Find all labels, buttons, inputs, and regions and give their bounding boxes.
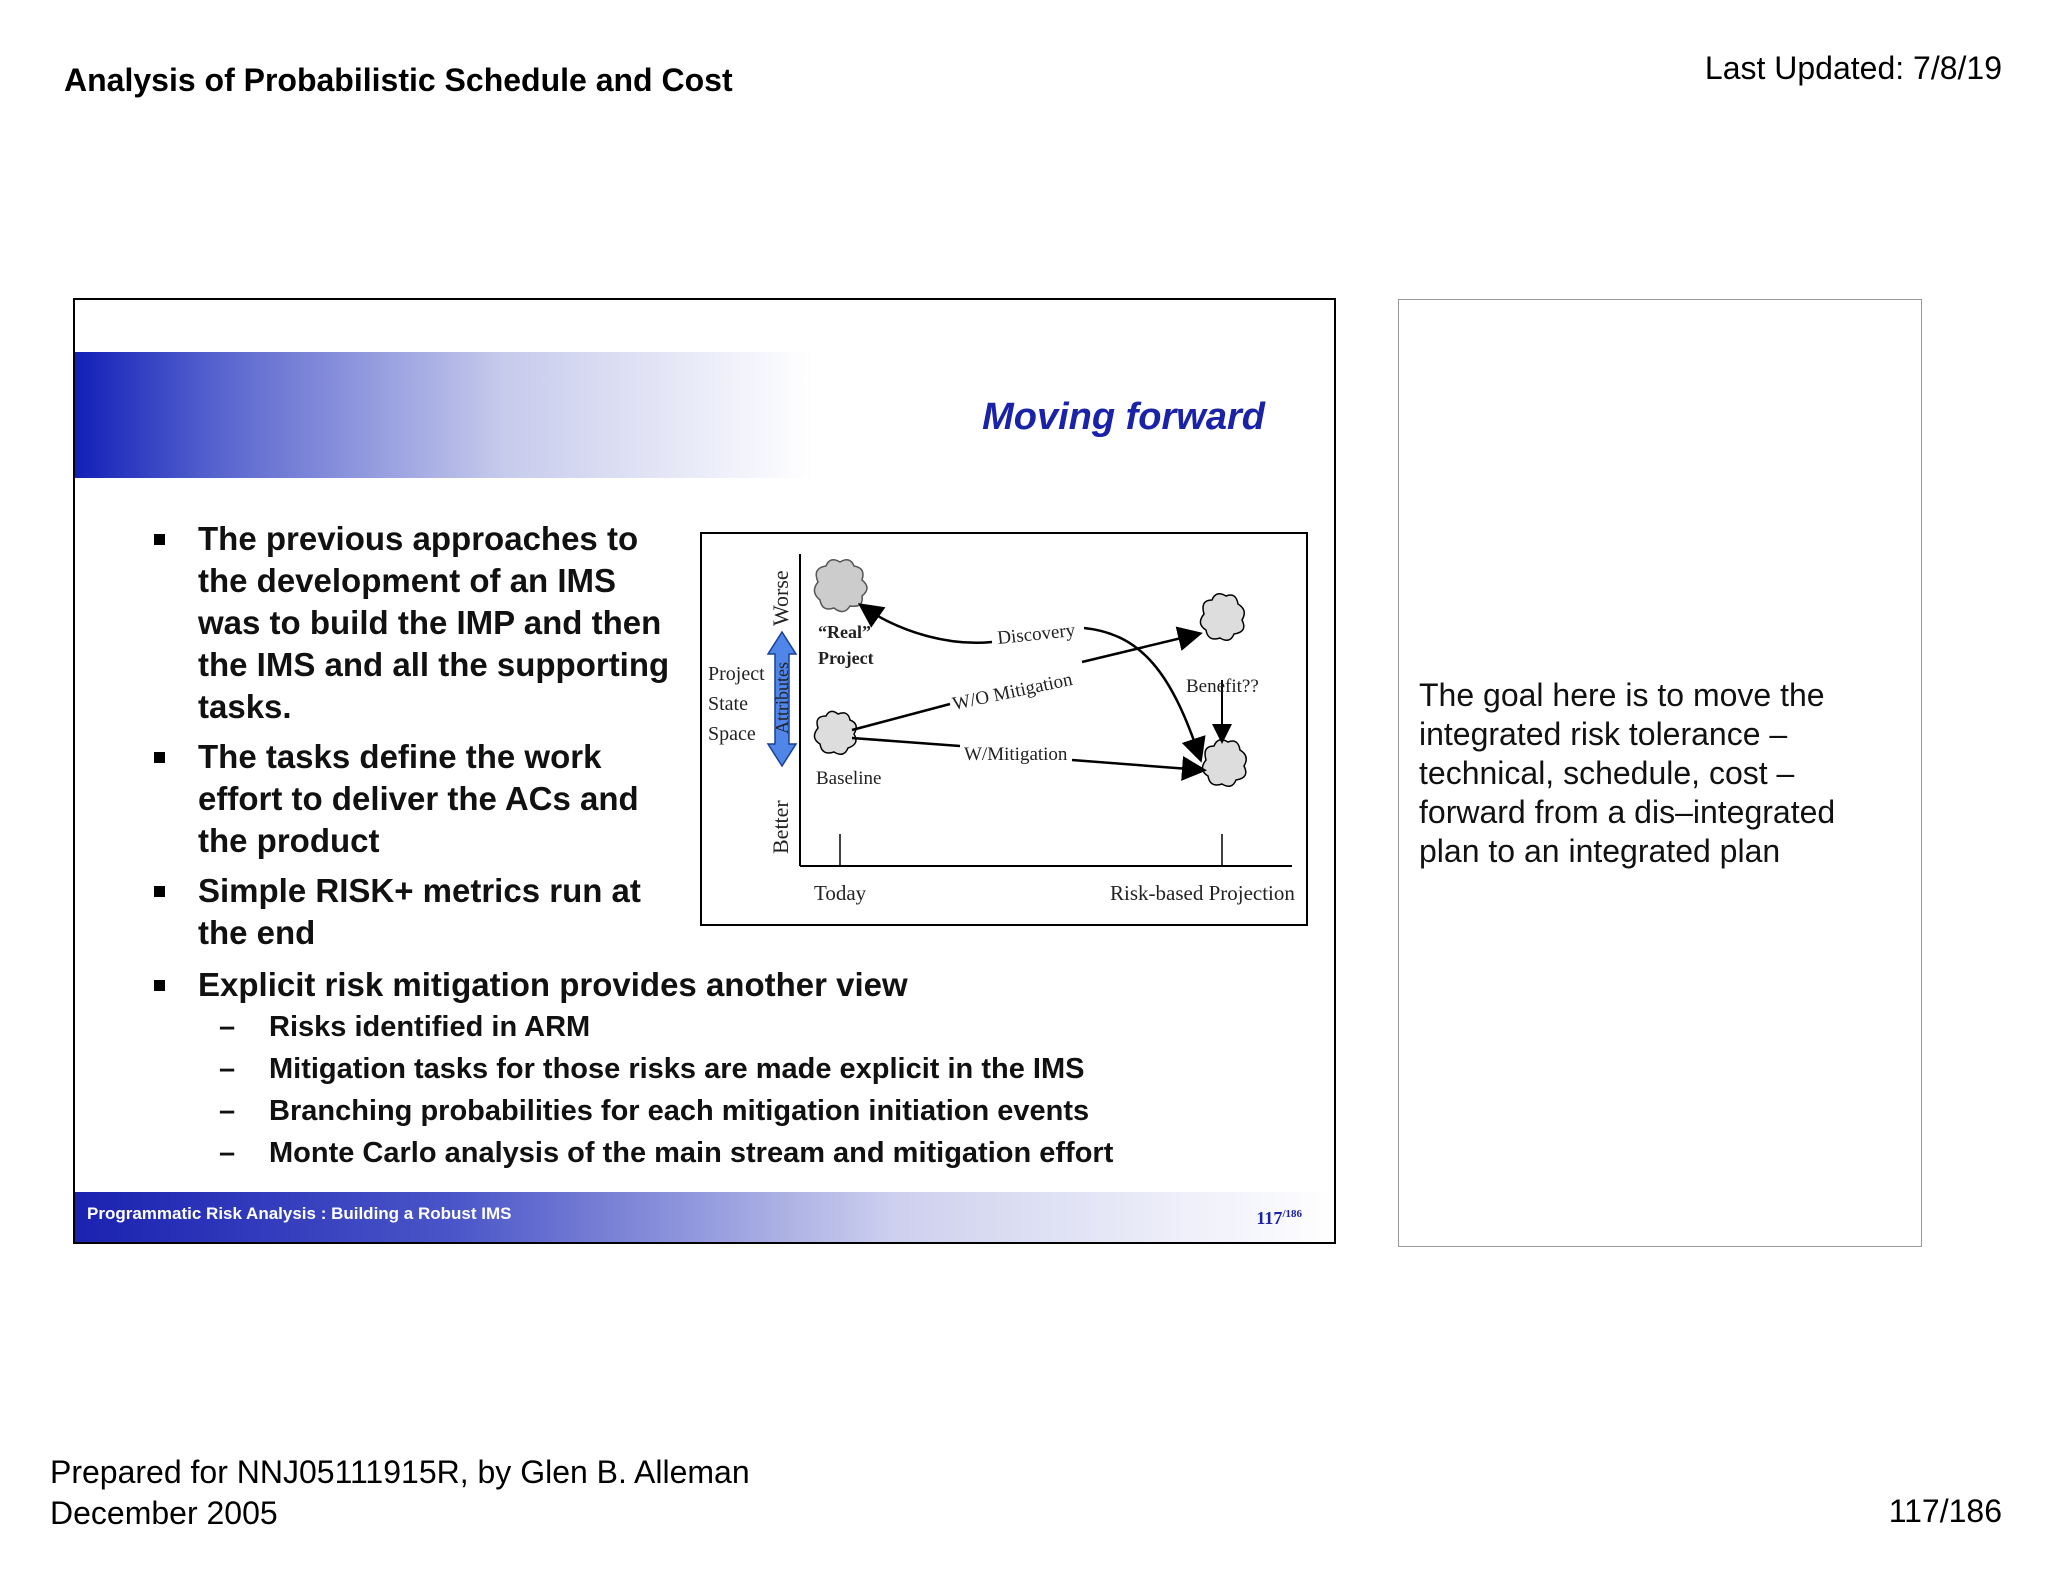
risk-projection-diagram xyxy=(700,532,1308,926)
prepared-by-line: Prepared for NNJ05111915R, by Glen B. Alleman xyxy=(50,1454,750,1490)
real-project-label: Project xyxy=(818,648,874,668)
x-axis-today-label: Today xyxy=(814,881,867,905)
w-mitigation-cloud xyxy=(1202,740,1246,787)
diagram-canvas xyxy=(702,534,1306,924)
prepared-date: December 2005 xyxy=(50,1495,278,1531)
notes-text: The goal here is to move the integrated risk tolerance – technical, schedule, cost – forward from a dis–integrated plan to an integrated plan xyxy=(1419,677,1836,869)
w-mitigation-line xyxy=(852,738,960,746)
prepared-by xyxy=(50,1452,750,1534)
baseline-cloud xyxy=(814,711,856,754)
slide-page-current: 117 xyxy=(1256,1208,1283,1228)
bullet-item: The previous approaches to the development of an IMS was to build the IMP and then the IMS and all the supporting tasks. xyxy=(150,518,670,728)
side-label-line: Space xyxy=(708,723,756,745)
side-label-line: Project xyxy=(708,663,765,685)
attributes-label: Attributes xyxy=(772,662,792,734)
discovery-label: Discovery xyxy=(996,619,1077,649)
wo-mitigation-arrow xyxy=(1082,634,1198,662)
slide-page-total: /186 xyxy=(1282,1208,1302,1220)
y-axis-top-label: Worse xyxy=(768,570,793,626)
bullet-list xyxy=(150,518,670,962)
slide-thumbnail xyxy=(73,298,1336,1244)
w-mitigation-arrow xyxy=(1072,760,1202,770)
sub-bullet-item: – Risks identified in ARM xyxy=(213,1006,1273,1048)
sub-bullet-item: – Branching probabilities for each mitigation initiation events xyxy=(213,1090,1273,1132)
document-title: Analysis of Probabilistic Schedule and Cost xyxy=(64,62,733,98)
page-number: 117/186 xyxy=(1888,1493,2002,1529)
side-label-line: State xyxy=(708,693,748,715)
wo-mitigation-cloud xyxy=(1200,594,1244,641)
last-updated: Last Updated: 7/8/19 xyxy=(1704,50,2002,86)
slide-page-number xyxy=(1256,1208,1302,1229)
notes-panel xyxy=(1398,299,1922,1247)
slide-footer-band xyxy=(75,1192,1336,1244)
slide-header-band xyxy=(75,352,1305,478)
bullet-item: Simple RISK+ metrics run at the end xyxy=(150,870,670,954)
baseline-label: Baseline xyxy=(816,768,882,789)
discovery-arrow xyxy=(862,606,992,643)
sub-bullet-item: – Mitigation tasks for those risks are made explicit in the IMS xyxy=(213,1048,1273,1090)
benefit-label: Benefit?? xyxy=(1186,676,1259,697)
y-axis-bottom-label: Better xyxy=(768,800,793,854)
w-mitigation-label: W/Mitigation xyxy=(964,744,1068,765)
x-axis-projection-label: Risk-based Projection xyxy=(1110,881,1295,905)
wo-mitigation-label: W/O Mitigation xyxy=(950,669,1075,715)
sub-bullet-list xyxy=(213,1006,1273,1174)
slide-footer-title: Programmatic Risk Analysis : Building a Robust IMS xyxy=(87,1204,512,1223)
wo-mitigation-line xyxy=(852,704,950,730)
bullet-item: Explicit risk mitigation provides another view xyxy=(150,964,1298,1006)
real-project-cloud xyxy=(814,560,867,612)
real-project-label: “Real” xyxy=(818,622,871,642)
slide-title: Moving forward xyxy=(982,396,1265,438)
bullet-item: The tasks define the work effort to deliver the ACs and the product xyxy=(150,736,670,862)
sub-bullet-item: – Monte Carlo analysis of the main stream and mitigation effort xyxy=(213,1132,1273,1174)
